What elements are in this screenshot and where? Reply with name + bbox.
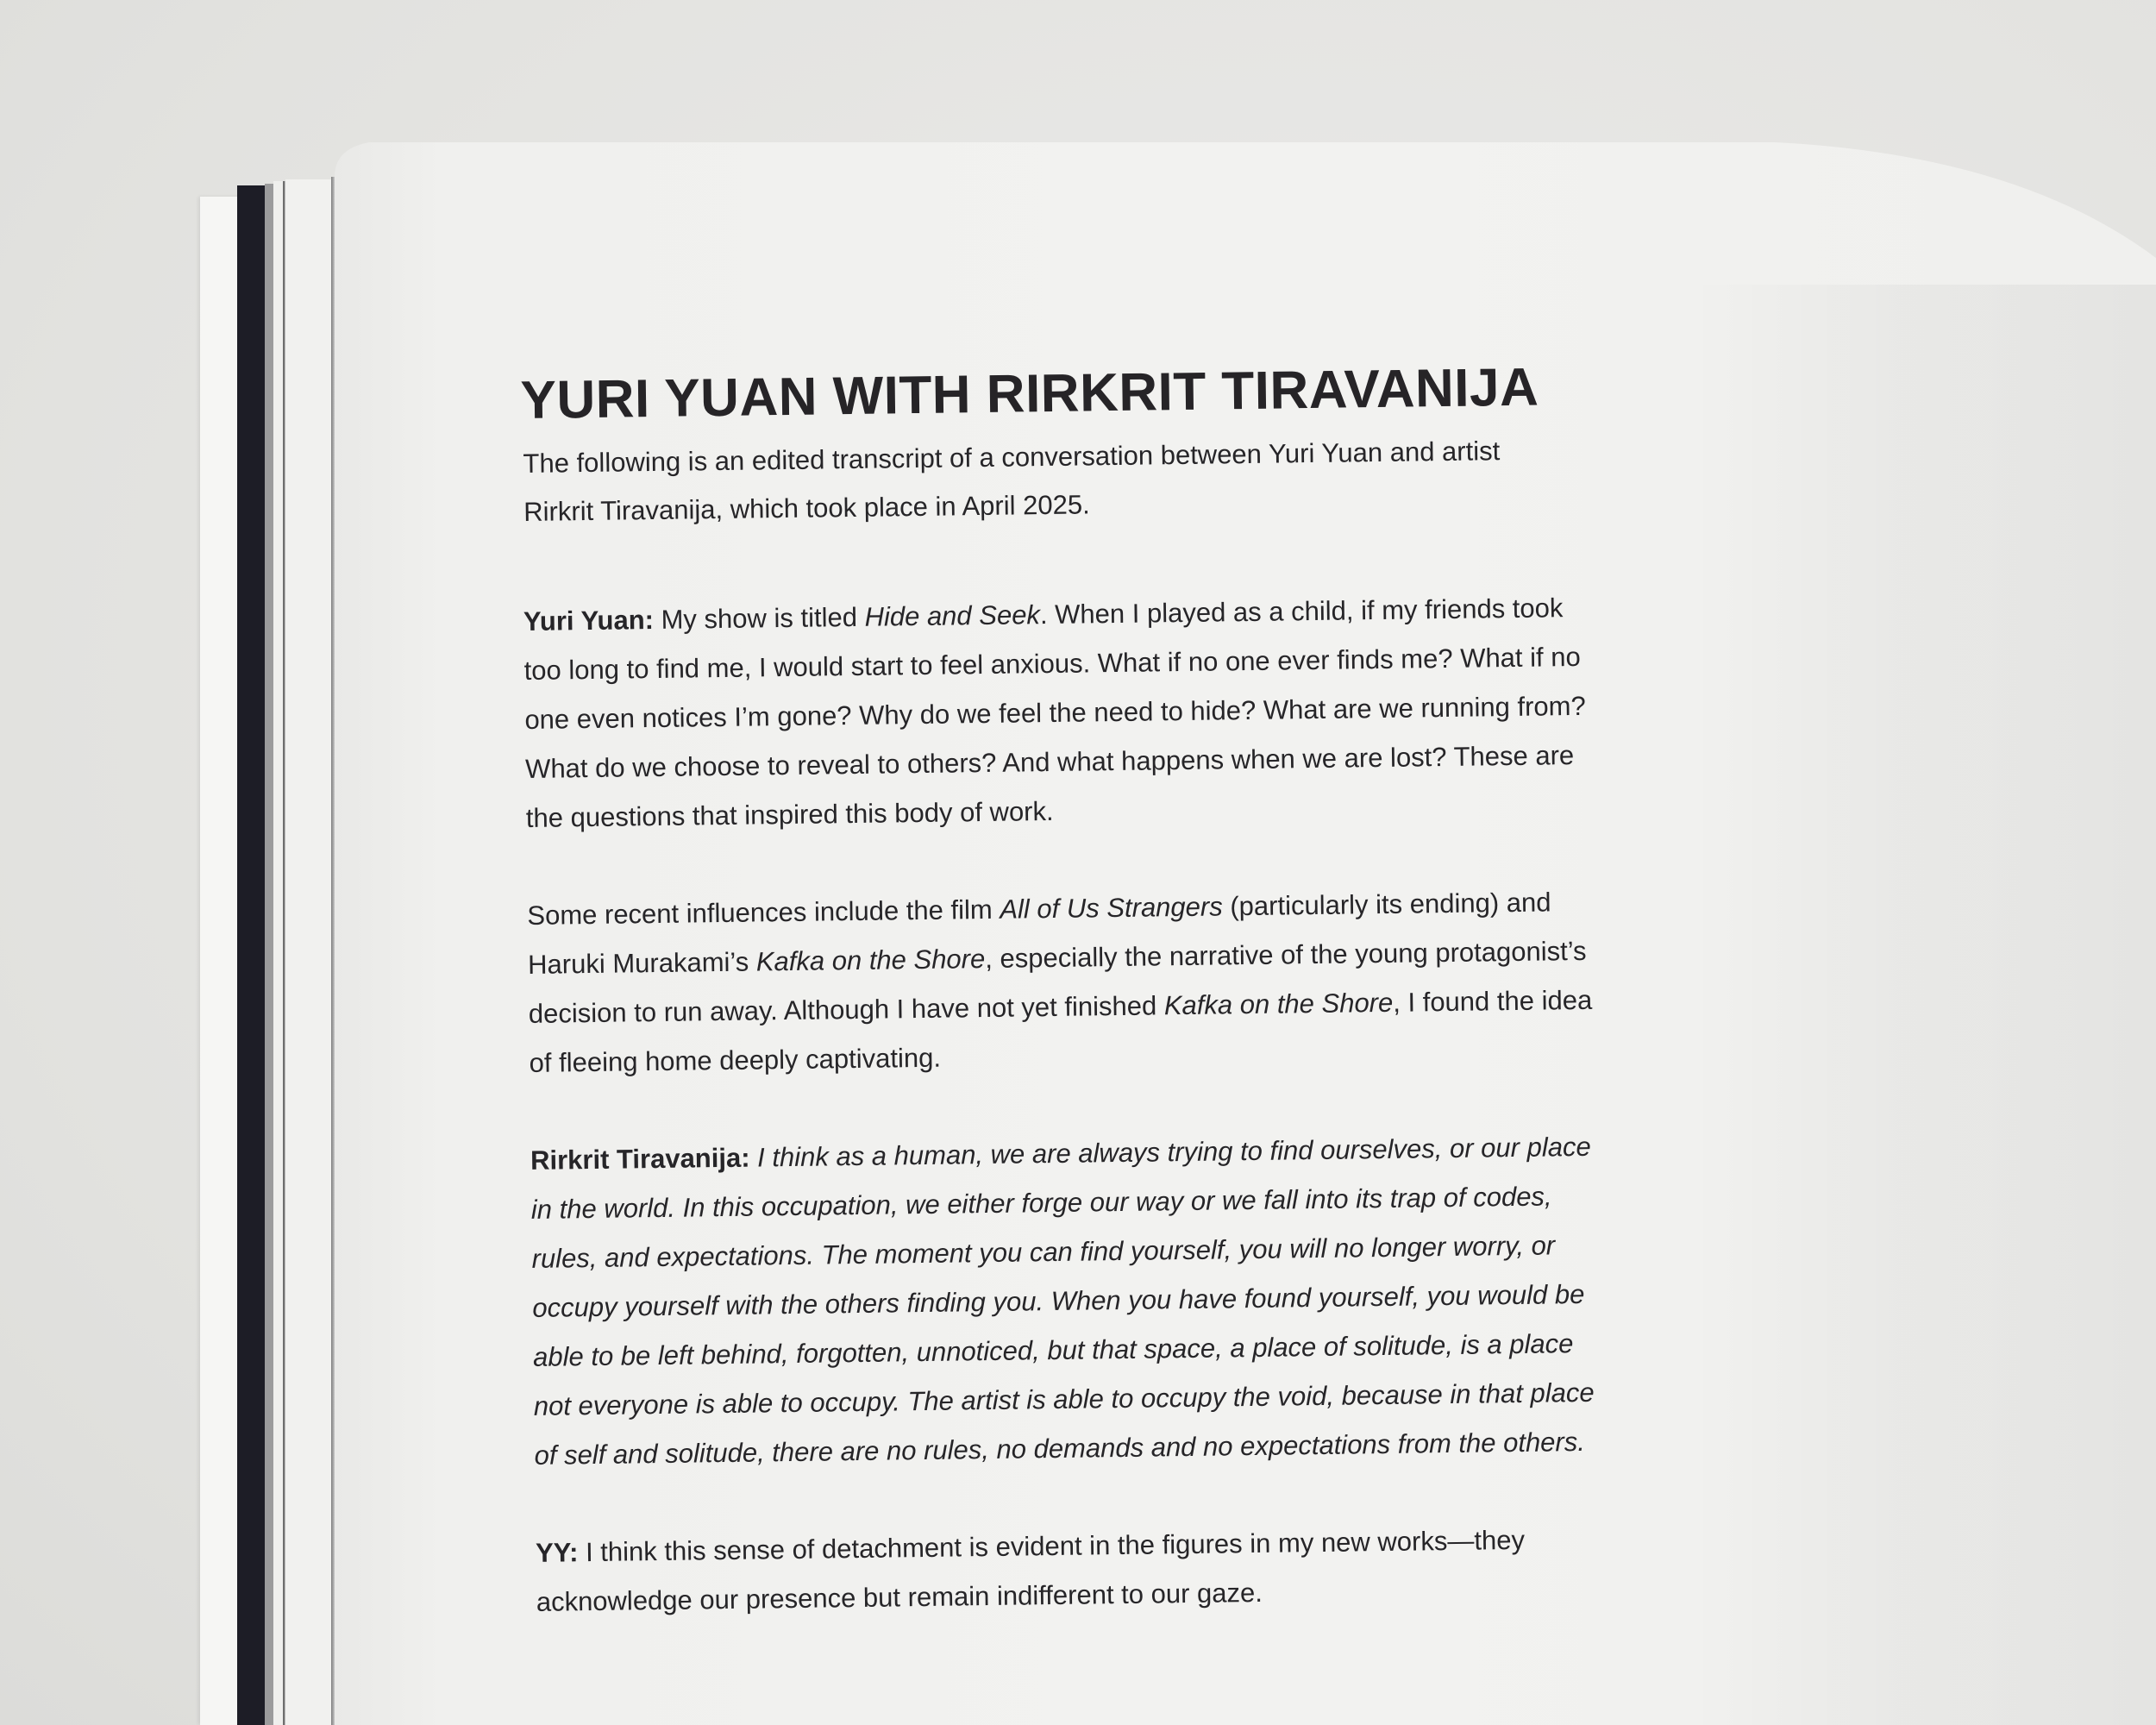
- title-hide-and-seek: Hide and Seek: [864, 599, 1041, 632]
- paragraph-text: , I found the idea of fleeing home deeply captivating.: [529, 984, 1593, 1078]
- previous-page-edge: [285, 179, 332, 1725]
- paragraph-text: Some recent influences include the film: [527, 894, 1000, 931]
- title-all-of-us-strangers: All of Us Strangers: [1000, 891, 1223, 925]
- paragraph-text: My show is titled: [653, 601, 865, 635]
- page-gutter: [331, 177, 335, 1725]
- page-shadow: [1690, 285, 2156, 1725]
- paragraph-text: , especially the narrative of the young protagonist’s decision to run away. Although I have not yet finished: [528, 935, 1587, 1029]
- paragraph-text-italic: I think as a human, we are always trying to find ourselves, or our place in the world. In this occupation, we either forge our way or we fall into its trap of codes, rules, and expectations. The moment you can find yourself, you will no longer worry, or occupy yourself with the others finding you. When you have found yourself, you would be able to be left behind, forgotten, unnoticed, but that space, a place of solitude, is a place not everyone is able to occupy. The artist is able to occupy the void, because in that place of self and solitude, there are no rules, no demands and no expectations from the others.: [530, 1131, 1595, 1471]
- paragraph-yuri-1: [523, 583, 1596, 843]
- paragraph-yy: [536, 1515, 1606, 1627]
- book-back-cover-edge: [200, 197, 240, 1725]
- paragraph-rirkrit: [530, 1122, 1604, 1480]
- title-kafka-on-the-shore: Kafka on the Shore: [755, 944, 986, 977]
- article-title: YURI YUAN WITH RIRKRIT TIRAVANIJA: [520, 357, 1539, 430]
- book-spine-edge: [237, 185, 265, 1725]
- speaker-label: YY:: [535, 1537, 579, 1568]
- speaker-label: Rirkrit Tiravanija:: [530, 1142, 750, 1176]
- paragraph-text: (particularly its ending) and Haruki Murakami’s: [527, 887, 1551, 980]
- speaker-label: Yuri Yuan:: [523, 604, 655, 637]
- paragraph-text: . When I played as a child, if my friends took too long to find me, I would start to feel anxious. What if no one ever finds me? What if no one even notices I’m gone? Why do we feel the need to hide? What are we running from? What do we choose to reveal to others? And what happens when we are lost? These are the questions that inspired this body of work.: [523, 593, 1586, 833]
- title-kafka-on-the-shore: Kafka on the Shore: [1163, 987, 1394, 1021]
- book-edge-line: [283, 181, 285, 1725]
- book-page-edge: [265, 184, 273, 1725]
- paragraph-influences: [527, 877, 1599, 1088]
- article-intro: The following is an edited transcript of a conversation between Yuri Yuan and artist Rirkrit Tiravanija, which took place in April 2025.: [523, 436, 1501, 527]
- article-content: [520, 348, 1623, 1627]
- paragraph-text: I think this sense of detachment is evident in the figures in my new works—they acknowledge our presence but remain indifferent to our gaze.: [536, 1524, 1526, 1617]
